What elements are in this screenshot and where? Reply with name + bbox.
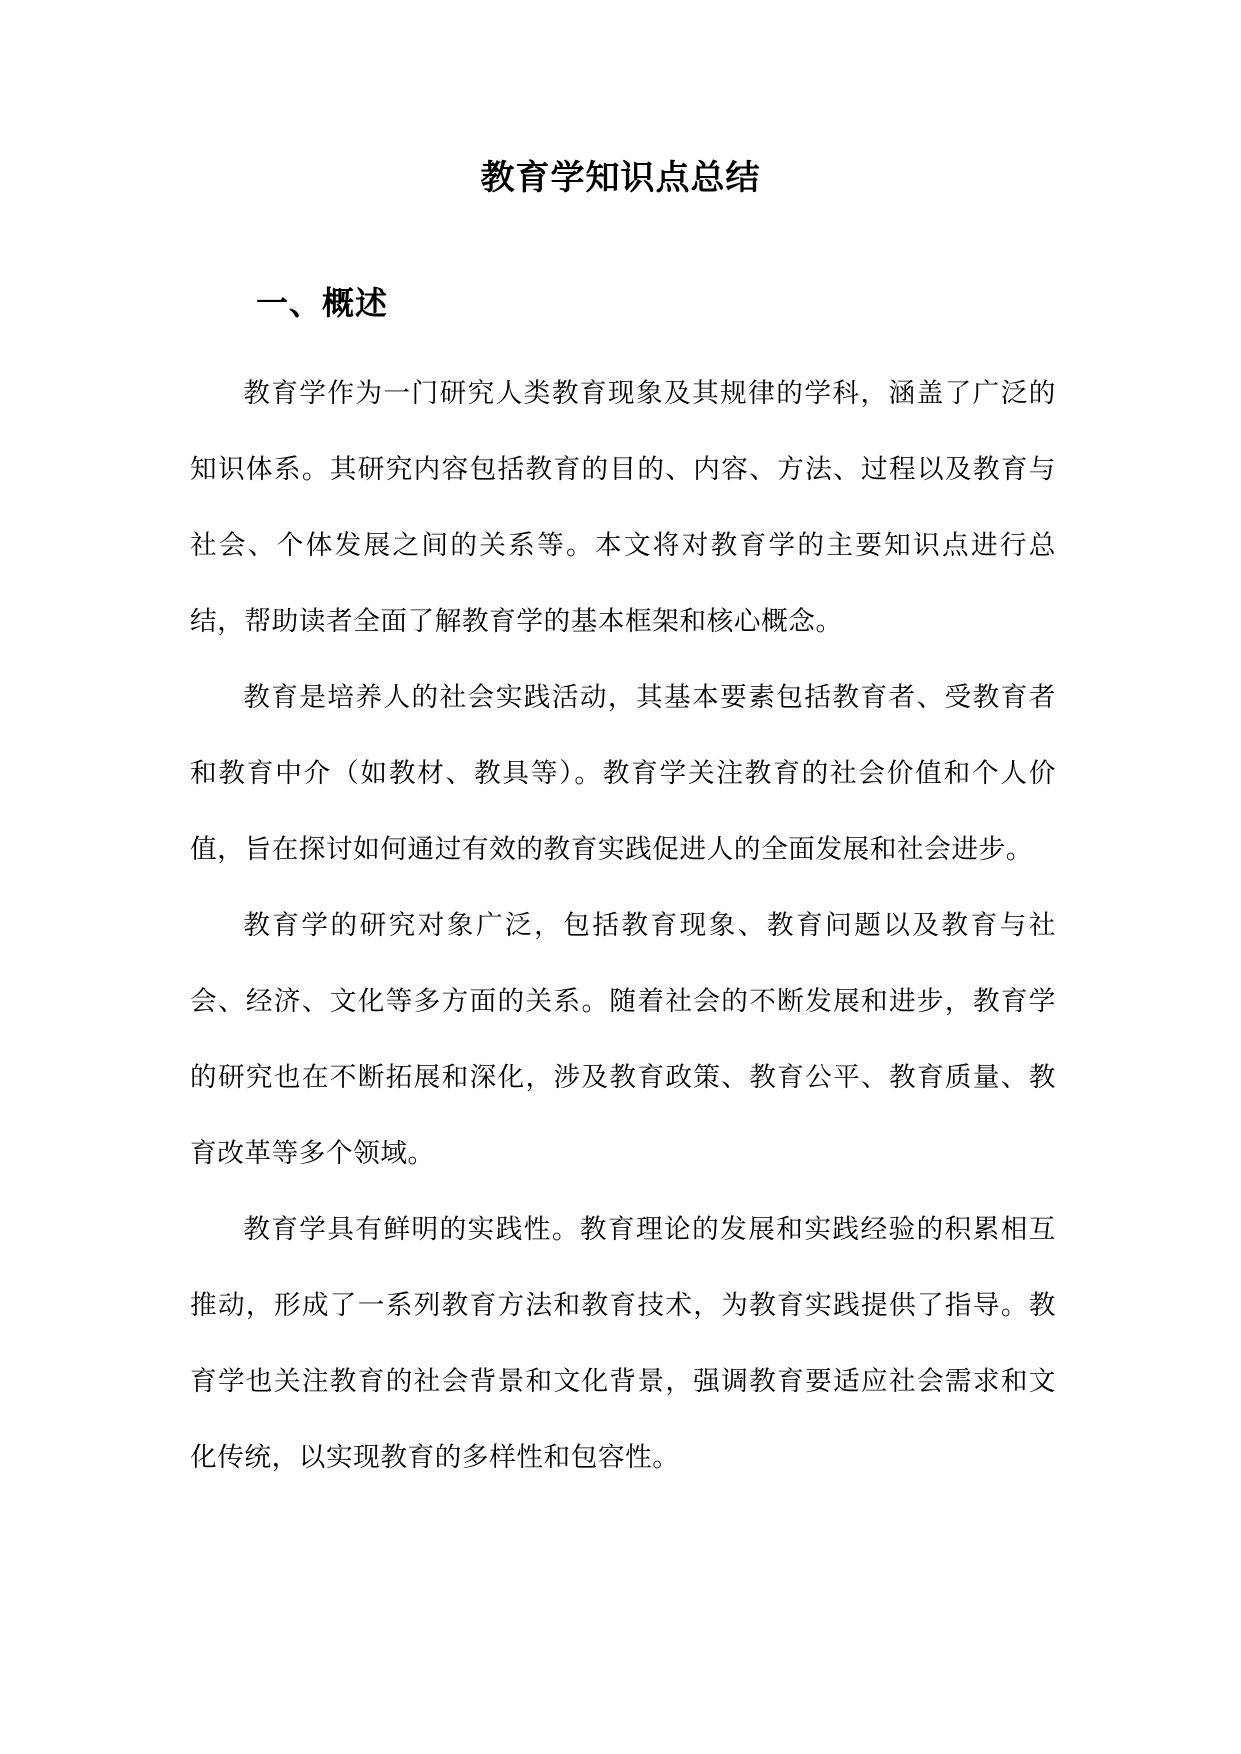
section-heading-overview: 一、概述	[256, 284, 389, 322]
paragraph: 教育是培养人的社会实践活动，其基本要素包括教育者、受教育者和教育中介（如教材、教具等）。教育学关注教育的社会价值和个人价值，旨在探讨如何通过有效的教育实践促进人的全面发展和社会进步。	[190, 682, 1056, 865]
paragraph: 教育学的研究对象广泛，包括教育现象、教育问题以及教育与社会、经济、文化等多方面的关系。随着社会的不断发展和进步，教育学的研究也在不断拓展和深化，涉及教育政策、教育公平、教育质量、教育改革等多个领域。	[190, 910, 1056, 1169]
paragraph: 教育学作为一门研究人类教育现象及其规律的学科，涵盖了广泛的知识体系。其研究内容包括教育的目的、内容、方法、过程以及教育与社会、个体发展之间的关系等。本文将对教育学的主要知识点进行总结，帮助读者全面了解教育学的基本框架和核心概念。	[190, 378, 1056, 637]
document-title: 教育学知识点总结	[480, 158, 761, 198]
paragraph: 教育学具有鲜明的实践性。教育理论的发展和实践经验的积累相互推动，形成了一系列教育方法和教育技术，为教育实践提供了指导。教育学也关注教育的社会背景和文化背景，强调教育要适应社会需求和文化传统，以实现教育的多样性和包容性。	[190, 1214, 1056, 1473]
document-body	[190, 356, 1056, 1496]
